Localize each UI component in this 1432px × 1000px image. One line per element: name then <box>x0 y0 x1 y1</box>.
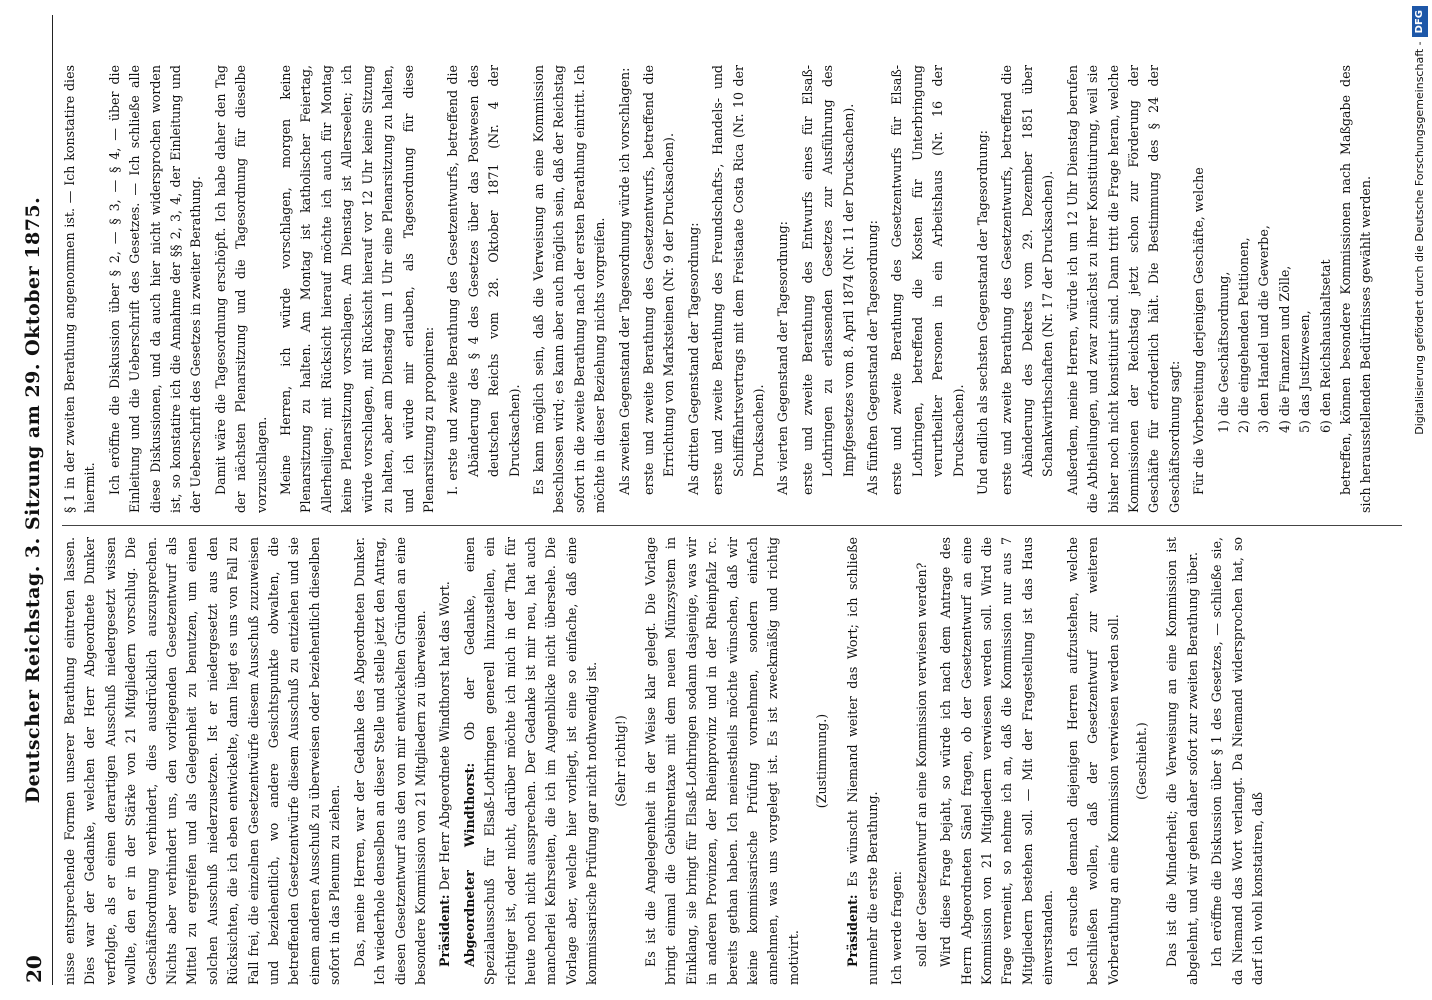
paragraph-text: Das, meine Herren, war der Gedanke des Abgeordneten Dunker. Ich wiederhole denselben an dieser Stelle und stelle jetzt den Antrag, diesen Gesetzentwurf aus den von mir entwickelten Gründen an eine besondere Kommission von 21 Mitgliedern zu überweisen. <box>351 537 428 985</box>
paragraph-text: Ich eröffne die Diskussion über § 2, — § 3, — § 4, — über die Einleitung und die Ueberschrift des Gesetzes. — Ich schließe alle diese Diskussionen, und da auch hier nicht widersprochen worden ist, so konstatire ich die Annahme der §§ 2, 3, 4, der Einleitung und der Ueberschrift des Gesetzes in zweiter Berathung. <box>106 65 204 513</box>
paragraph-text: Außerdem, meine Herren, würde ich um 12 Uhr Dienstag berufen die Abtheilungen, und zwar zunächst zu ihrer Konstituirung, weil sie bisher noch nicht konstituirt sind. Dann tritt die Frage heran, welche Kommissionen der Reichstag jetzt schon zur Förderung der Geschäfte für erforderlich hält. Die Bestimmung des § 24 der Geschäftsordnung sagt: <box>1064 65 1182 513</box>
paragraph-text: 6) den Reichshaushaltsetat <box>1317 259 1333 433</box>
paragraph-text: I. erste und zweite Berathung des Gesetzentwurfs, betreffend die Abänderung des § 4 des Gesetzes über das Postwesen des deutschen Reichs vom 28. Oktober 1871 (Nr. 4 der Drucksachen). <box>445 65 522 495</box>
list-item <box>1254 65 1274 513</box>
paragraph-text: Es kann möglich sein, daß die Verweisung an eine Kommission beschlossen wird; es kann aber auch möglich sein, daß der Reichstag sofort in die zweite Berathung nach der ersten Berathung eintritt. Ich möchte in dieser Beziehung nichts vorgreifen. <box>530 65 608 513</box>
speaker-name: Präsident: <box>844 894 860 967</box>
paragraph-text: erste und zweite Berathung des Gesetzentwurfs, betreffend die Errichtung von Marksteinen (Nr. 9 der Drucksachen). <box>640 65 677 495</box>
paragraph-text: Ob der Gedanke, einen Spezialausschuß für Elsaß-Lothringen generell hinzustellen, ein richtiger ist, oder nicht, darüber möchte ich mich in der That für heute noch nicht aussprechen. Der Gedanke ist mir neu, hat auch mancherlei Kehrseiten, die ich im Augenblicke nicht übersehe. Die Vorlage aber, welche hier vorliegt, ist eine so einfache, daß eine kommissarische Prüfung gar nicht nothwendig ist. <box>461 537 600 985</box>
paragraph <box>60 537 346 985</box>
dfg-logo: DFG <box>1412 6 1428 37</box>
paragraph-text: Es ist die Angelegenheit in der Weise klar gelegt. Die Vorlage bringt einmal die Gebührentaxe mit dem neuen Münzsystem in Einklang, sie bringt für Elsaß-Lothringen sodann dasjenige, was wir in anderen Provinzen, der Rheinprovinz und in der Rheinpfalz rc. bereits gethan haben. Ich meinestheils möchte wünschen, daß wir keine kommissarische Prüfung vornehmen, sondern einfach annehmen, was uns vorgelegt ist. Es ist zweckmäßig und richtig motivirt. <box>642 537 801 985</box>
list-item <box>1316 65 1336 513</box>
paragraph <box>973 65 993 513</box>
list-item <box>1275 65 1295 513</box>
paragraph-text: 5) das Justizwesen, <box>1297 310 1313 433</box>
paragraph-text: Es wünscht Niemand weiter das Wort; ich schließe nunmehr die erste Berathung. <box>844 537 881 985</box>
paragraph <box>708 65 769 513</box>
right-column <box>60 65 1410 513</box>
paragraph <box>936 537 1058 985</box>
paragraph-text: 3) den Handel und die Gewerbe, <box>1256 225 1272 433</box>
paragraph <box>529 65 611 513</box>
list-item <box>1295 65 1315 513</box>
paragraph-text: 2) die eingehenden Petitionen, <box>1235 237 1251 433</box>
paragraph-text: Ich werde fragen: <box>889 871 905 985</box>
paragraph <box>684 65 704 513</box>
left-column <box>60 537 1410 985</box>
paragraph <box>1162 537 1203 985</box>
paragraph <box>641 537 804 985</box>
credit-text: Digitalisierung gefördert durch die Deutsche Forschungsgemeinschaft - <box>1413 41 1426 435</box>
paragraph-text: § 1 in der zweiten Berathung angenommen ist. — Ich konstatire dies hiermit. <box>62 65 98 513</box>
paragraph-text: Für die Vorbereitung derjenigen Geschäfte, welche <box>1191 167 1207 495</box>
paragraph-text: (Sehr richtig!) <box>612 715 628 807</box>
paragraph-text: Und endlich als sechsten Gegenstand der Tagesordnung: <box>975 130 991 495</box>
paragraph <box>1336 65 1377 513</box>
paragraph <box>843 537 884 985</box>
paragraph-text: erste und zweite Berathung des Freundschafts-, Handels- und Schifffahrtsvertrags mit dem Freistaate Costa Rica (Nr. 10 der Drucksachen). <box>710 65 766 495</box>
paragraph <box>798 65 859 513</box>
paragraph <box>773 65 793 513</box>
paragraph-text: Als zweiten Gegenstand der Tagesordnung würde ich vorschlagen: <box>616 67 632 495</box>
paragraph-text: (Geschieht.) <box>1133 722 1149 800</box>
page-number: 20 <box>22 955 46 983</box>
paragraph-text: Als dritten Gegenstand der Tagesordnung: <box>685 222 701 495</box>
digitization-credit <box>1407 8 1429 992</box>
speaker-name: Abgeordneter Windthorst: <box>461 762 477 967</box>
paragraph-text: erste und zweite Berathung des Gesetzentwurfs, betreffend die Abänderung des Dekrets vom 29. Dezember 1851 über Schankwirthschaften (Nr. 17 der Drucksachen). <box>999 65 1056 495</box>
paragraph <box>1063 537 1124 985</box>
paragraph-text: Der Herr Abgeordnete Windthorst hat das Wort. <box>437 581 453 891</box>
paragraph-text: Ich eröffne die Diskussion über § 1 des Gesetzes, — schließe sie, da Niemand das Wort verlangt. Da Niemand widersprochen hat, so darf ich wohl konstatiren, daß <box>1209 537 1265 985</box>
paragraph <box>276 65 439 513</box>
interjection <box>611 537 631 985</box>
paragraph <box>443 65 525 513</box>
paragraph <box>615 65 635 513</box>
interjection <box>1132 537 1152 985</box>
paragraph <box>887 65 969 513</box>
paragraph <box>435 537 455 985</box>
paragraph <box>863 65 883 513</box>
paragraph <box>211 65 272 513</box>
speaker-name: Präsident: <box>437 894 453 967</box>
running-title: Deutscher Reichstag. 3. Sitzung am 29. Oktober 1875. <box>22 196 44 804</box>
paragraph-text: betreffen, können besondere Kommissionen nach Maßgabe des sich herausstellenden Bedürfnisses gewählt werden. <box>1337 65 1374 513</box>
paragraph-text: Ich ersuche demnach diejenigen Herren aufzustehen, welche beschließen wollen, daß der Gesetzentwurf zur weiteren Vorberathung an eine Kommission verwiesen werden soll. <box>1064 537 1121 985</box>
paragraph-text: Als vierten Gegenstand der Tagesordnung: <box>775 221 791 495</box>
paragraph-text: erste und zweite Berathung des Entwurfs eines für Elsaß-Lothringen zu erlassenden Gesetzes zur Ausführung des Impfgesetzes vom 8. April 1874 (Nr. 11 der Drucksachen). <box>799 65 856 495</box>
paragraph-text: Das ist die Minderheit; die Verweisung an eine Kommission ist abgelehnt, und wir gehen daher sofort zur zweiten Berathung über. <box>1164 537 1200 985</box>
rotated-page <box>18 15 1418 985</box>
paragraph-text: soll der Gesetzentwurf an eine Kommission verwiesen werden? <box>913 562 929 967</box>
paragraph-text: Als fünften Gegenstand der Tagesordnung: <box>865 220 881 495</box>
paragraph-text: Damit wäre die Tagesordnung erschöpft. Ich habe daher den Tag der nächsten Plenarsitzung und die Tagesordnung für dieselbe vorzuschlagen. <box>212 65 269 513</box>
paragraph-text: 1) die Geschäftsordnung, <box>1215 271 1231 433</box>
paragraph <box>1063 65 1185 513</box>
list-item <box>1214 65 1234 513</box>
paragraph-text: Meine Herren, ich würde vorschlagen, morgen keine Plenarsitzung zu halten. Am Montag ist katholischer Feiertag, Allerheiligen; mit Rücksicht hierauf möchte ich auch für Montag keine Plenarsitzung vorschlagen. Am Dienstag ist Allerseelen; ich würde vorschlagen, mit Rücksicht hierauf vor 12 Uhr keine Sitzung zu halten, aber am Dienstag um 1 Uhr eine Plenarsitzung zu halten, und ich würde mir erlauben, als Tagesordnung für diese Plenarsitzung zu proponiren: <box>278 65 436 513</box>
paragraph-text: (Zustimmung.) <box>814 713 830 809</box>
list-item <box>1234 65 1254 513</box>
paragraph <box>350 537 432 985</box>
paragraph <box>887 537 907 985</box>
paragraph-text: Wird diese Frage bejaht, so würde ich nach dem Antrage des Herrn Abgeordneten Sänel fragen, ob der Gesetzentwurf an eine Kommission von 21 Mitgliedern verwiesen werden soll. Wird die Frage verneint, so nehme ich an, daß die Kommission nur aus 7 Mitgliedern bestehen soll. — Mit der Fragestellung ist das Haus einverstanden. <box>938 537 1056 985</box>
paragraph <box>460 537 603 985</box>
paragraph-text: 4) die Finanzen und Zölle, <box>1276 265 1292 433</box>
paragraph <box>997 65 1058 513</box>
paragraph-text: nisse entsprechende Formen unserer Berathung eintreten lassen. Dies war der Gedanke, welchen der Herr Abgeordnete Dunker verfolgte, als er einen derartigen Ausschuß niedergesetzt wissen wollte, den er in der Stärke von 21 Mitgliedern vorschlug. Die Geschäftsordnung verhindert, dies ausdrücklich auszusprechen. Nichts aber verhindert uns, den vorliegenden Gesetzentwurf als Mittel zu ergreifen und als Gelegenheit zu benutzen, um einen solchen Ausschuß niederzusetzen. Ist er niedergesetzt aus den Rücksichten, die ich eben entwickelte, dann liegt es uns von Fall zu Fall frei, die einzelnen Gesetzentwürfe diesem Ausschuß zuzuweisen und beziehentlich, wo andere Gesichtspunkte obwalten, die betreffenden Gesetzentwürfe diesem Ausschuß zu entziehen und sie einem anderen Ausschuß zu überweisen oder beziehentlich dieselben sofort in das Plenum zu ziehen. <box>62 537 343 985</box>
interjection <box>812 537 832 985</box>
paragraph <box>1189 65 1209 513</box>
paragraph <box>1207 537 1268 985</box>
paragraph <box>105 65 207 513</box>
column-divider <box>62 525 1402 526</box>
paragraph <box>912 537 932 985</box>
page-header <box>18 15 53 985</box>
paragraph <box>639 65 680 513</box>
paragraph-text: erste und zweite Berathung des Gesetzentwurfs für Elsaß-Lothringen, betreffend die Kosten für Unterbringung verurtheilter Personen in ein Arbeitshaus (Nr. 16 der Drucksachen). <box>889 65 966 495</box>
paragraph <box>60 65 101 513</box>
